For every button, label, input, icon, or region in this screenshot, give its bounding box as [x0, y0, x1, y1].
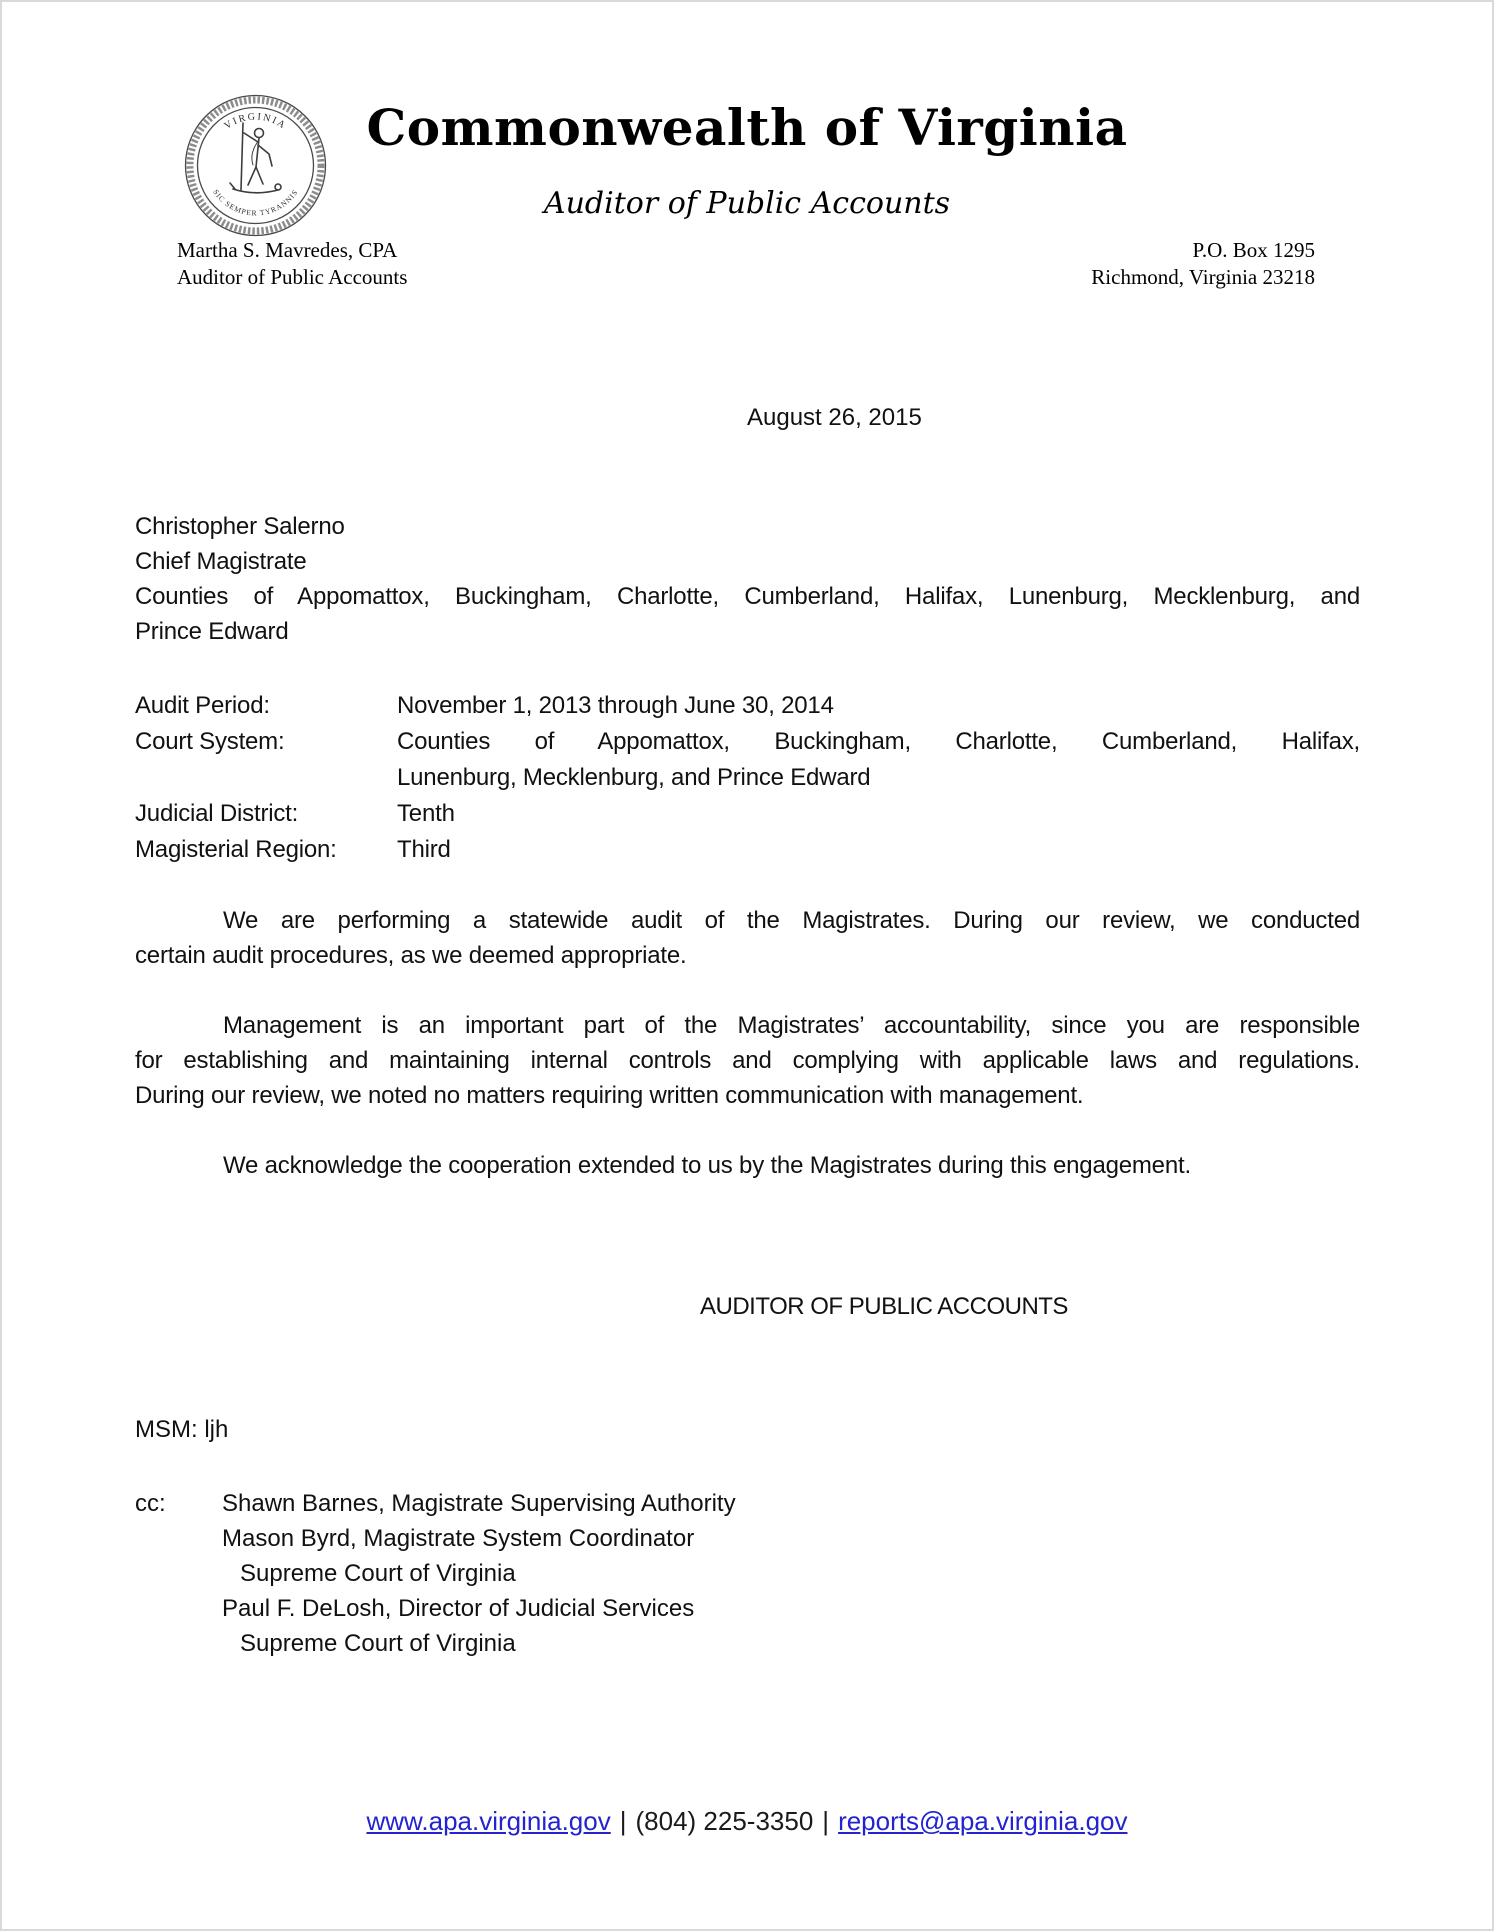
recipient-jurisdiction-line: Counties of Appomattox, Buckingham, Charlotte, Cumberland, Halifax, Lunenburg, Mecklenburg, and: [135, 583, 1360, 610]
recipient-block: [135, 509, 1360, 649]
letterhead-title: Commonwealth of Virginia: [366, 98, 1128, 157]
official-title: Auditor of Public Accounts: [177, 265, 408, 289]
judicial-district-row: [135, 796, 1360, 832]
paragraph-line: Management is an important part of the Magistrates’ accountability, since you are responsible: [223, 1012, 1360, 1039]
court-system-row: [135, 724, 1360, 796]
body-paragraph-3: [135, 1148, 1360, 1183]
audit-period-label: Audit Period:: [135, 692, 270, 719]
cc-block: [135, 1486, 736, 1661]
judicial-district-value: Tenth: [397, 800, 455, 827]
audit-period-row: [135, 688, 1360, 724]
body-paragraph-2: [135, 1008, 1360, 1113]
website-link[interactable]: www.apa.virginia.gov: [366, 1806, 611, 1836]
paragraph-line: We acknowledge the cooperation extended to us by the Magistrates during this engagement.: [223, 1152, 1191, 1179]
paragraph-line: We are performing a statewide audit of the Magistrates. During our review, we conducted: [223, 907, 1360, 934]
footer-separator: |: [822, 1806, 830, 1836]
letterhead-subtitle: Auditor of Public Accounts: [543, 186, 951, 221]
seal-top-text: VIRGINIA: [222, 111, 289, 132]
footer-separator: |: [619, 1806, 627, 1836]
seal-bottom-text: SIC SEMPER TYRANNIS: [211, 187, 300, 218]
address-line1: P.O. Box 1295: [1192, 238, 1315, 262]
recipient-role: Chief Magistrate: [135, 548, 307, 575]
cc-entry: Paul F. DeLosh, Director of Judicial Services: [222, 1595, 695, 1622]
court-system-value-line: Lunenburg, Mecklenburg, and Prince Edward: [397, 764, 871, 791]
paragraph-line: for establishing and maintaining internal controls and complying with applicable laws and regulations.: [135, 1047, 1360, 1074]
cc-entry: Shawn Barnes, Magistrate Supervising Authority: [222, 1490, 736, 1517]
magisterial-region-value: Third: [397, 836, 451, 863]
audit-info-block: [135, 688, 1360, 868]
audit-period-value: November 1, 2013 through June 30, 2014: [397, 692, 834, 719]
paragraph-line: certain audit procedures, as we deemed appropriate.: [135, 942, 687, 969]
recipient-name: Christopher Salerno: [135, 513, 345, 540]
recipient-jurisdiction-line: Prince Edward: [135, 618, 289, 645]
body-paragraph-1: [135, 903, 1360, 973]
cc-entry-organization: Supreme Court of Virginia: [240, 1630, 516, 1657]
email-link[interactable]: reports@apa.virginia.gov: [838, 1806, 1128, 1836]
letter-date: August 26, 2015: [747, 404, 922, 431]
magisterial-region-label: Magisterial Region:: [135, 836, 337, 863]
phone-number: (804) 225-3350: [635, 1806, 814, 1836]
address-line2: Richmond, Virginia 23218: [1091, 265, 1315, 289]
cc-entry-organization: Supreme Court of Virginia: [240, 1560, 516, 1587]
magisterial-region-row: [135, 832, 1360, 868]
cc-entries: [222, 1486, 736, 1661]
cc-label: cc:: [135, 1490, 166, 1517]
official-contact: [177, 237, 407, 291]
office-address: [1091, 237, 1315, 291]
reference-initials: MSM: ljh: [135, 1416, 229, 1443]
footer: [0, 1806, 1494, 1837]
official-name: Martha S. Mavredes, CPA: [177, 238, 398, 262]
signature-organization: AUDITOR OF PUBLIC ACCOUNTS: [700, 1293, 1068, 1320]
cc-entry: Mason Byrd, Magistrate System Coordinator: [222, 1525, 695, 1552]
judicial-district-label: Judicial District:: [135, 800, 299, 827]
paragraph-line: During our review, we noted no matters requiring written communication with management.: [135, 1082, 1084, 1109]
court-system-value-line: Counties of Appomattox, Buckingham, Charlotte, Cumberland, Halifax,: [397, 728, 1360, 755]
court-system-label: Court System:: [135, 728, 285, 755]
